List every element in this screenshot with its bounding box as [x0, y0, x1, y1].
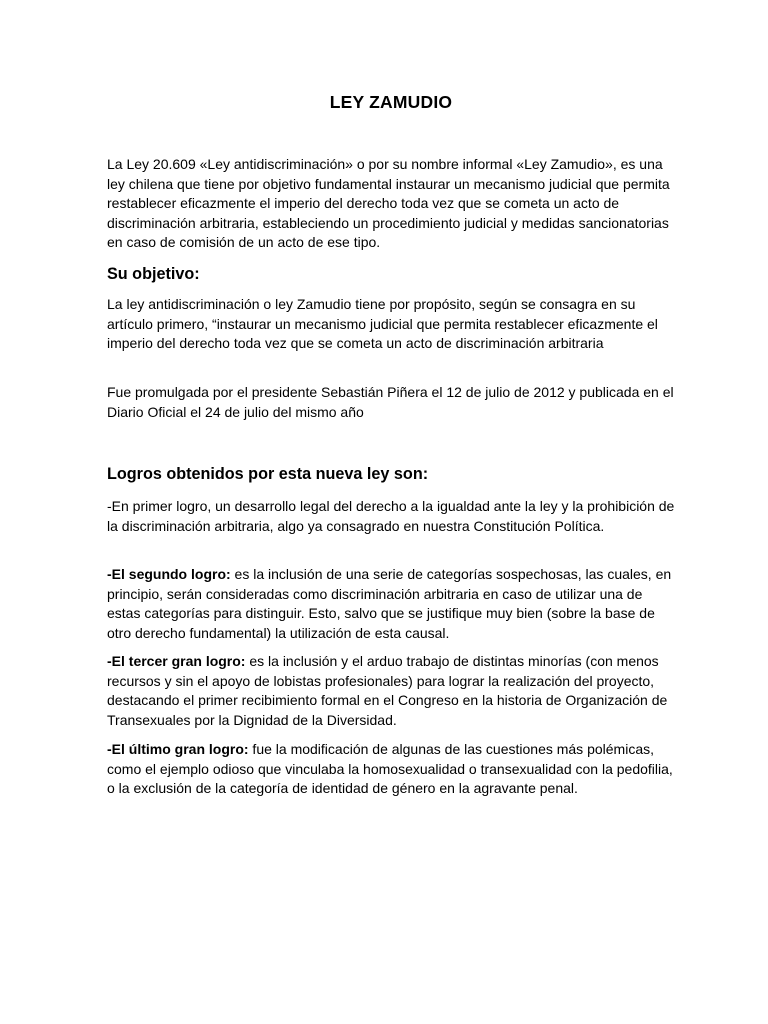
achievement-2-lead: -El segundo logro: [107, 566, 231, 582]
achievement-3-lead: -El tercer gran logro: [107, 653, 246, 669]
promulgation-paragraph: Fue promulgada por el presidente Sebastián Piñera el 12 de julio de 2012 y publicada en el Diario Oficial el 24 de julio del mismo año [107, 384, 674, 420]
achievement-3-text: es la inclusión y el arduo trabajo de distintas minorías (con menos recursos y sin el apoyo de lobistas profesionales) para lograr la realización del proyecto, destacando el primer recibimiento formal en el Congreso en la historia de Organización de Transexuales por la Dignidad de la Diversidad. [107, 653, 668, 728]
achievement-1-paragraph: -En primer logro, un desarrollo legal del derecho a la igualdad ante la ley y la prohibición de la discriminación arbitraria, algo ya consagrado en nuestra Constitución Política. [107, 498, 675, 534]
achievement-4-lead: -El último gran logro: [107, 741, 249, 757]
objective-paragraph: La ley antidiscriminación o ley Zamudio tiene por propósito, según se consagra en su artículo primero, “instaurar un mecanismo judicial que permita restablecer eficazmente el imperio del derecho toda vez que se cometa un acto de discriminación arbitraria [107, 296, 658, 352]
achievement-4-paragraph [107, 740, 677, 799]
document-title: LEY ZAMUDIO [329, 92, 453, 112]
achievement-2-paragraph [107, 565, 677, 643]
achievements-heading: Logros obtenidos por esta nueva ley son: [107, 465, 429, 483]
achievement-2-text: es la inclusión de una serie de categorías sospechosas, las cuales, en principio, serán consideradas como discriminación arbitraria en caso de utilizar una de estas categorías para distinguir. Esto, salvo que se justifique muy bien (sobre la base de otro derecho fundamental) la utilización de esta causal. [107, 566, 672, 641]
objective-heading: Su objetivo: [107, 265, 200, 283]
intro-paragraph: La Ley 20.609 «Ley antidiscriminación» o por su nombre informal «Ley Zamudio», es una ley chilena que tiene por objetivo fundamental instaurar un mecanismo judicial que permita restablecer eficazmente el imperio del derecho toda vez que se cometa un acto de discriminación arbitraria, estableciendo un procedimiento judicial y medidas sancionatorias en caso de comisión de un acto de ese tipo. [107, 156, 670, 251]
achievement-4-text: fue la modificación de algunas de las cuestiones más polémicas, como el ejemplo odioso que vinculaba la homosexualidad o transexualidad con la pedofilia, o la exclusión de la categoría de identidad de género en la agravante penal. [107, 741, 673, 797]
achievement-3-paragraph [107, 652, 677, 730]
